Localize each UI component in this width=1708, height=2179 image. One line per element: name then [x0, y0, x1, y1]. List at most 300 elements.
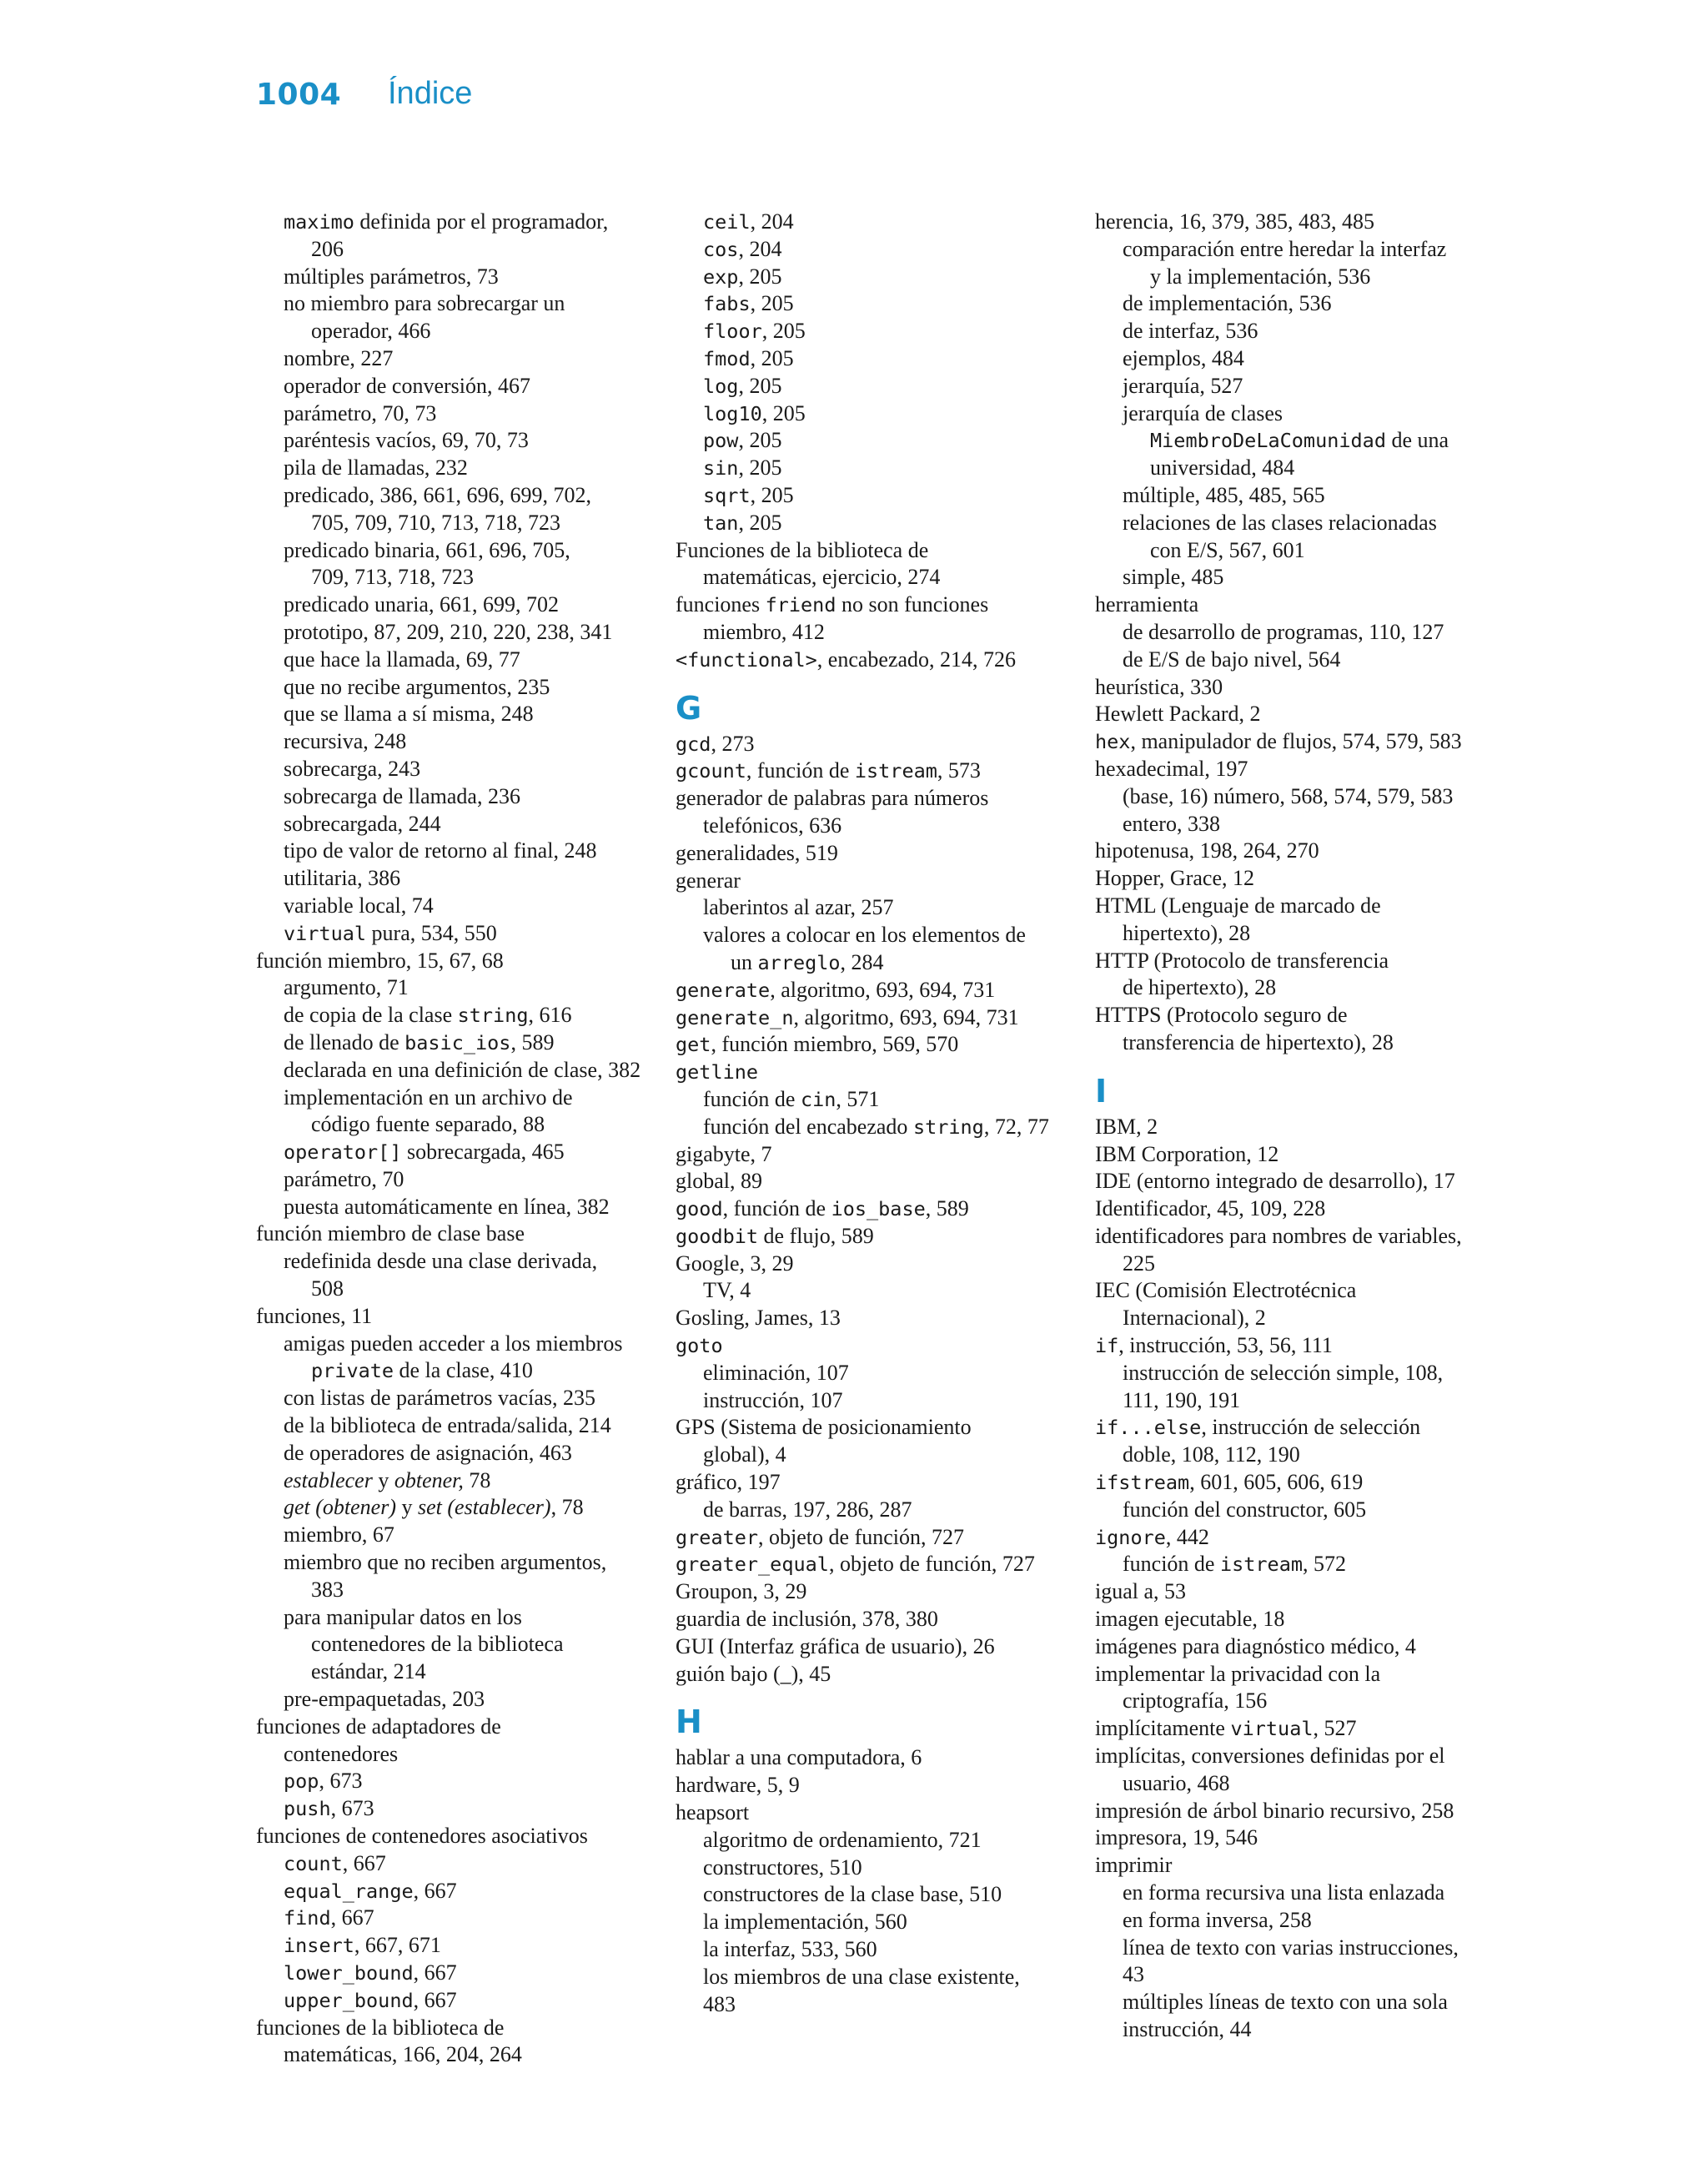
entry-text: , 284 [840, 949, 884, 974]
entry-text: de desarrollo de programas, 110, 127 [1123, 619, 1444, 644]
entry-text: argumento, 71 [284, 975, 409, 1000]
entry-text: , manipulador de flujos, 574, 579, 583 [1130, 729, 1462, 754]
index-entry [676, 1168, 1084, 1195]
entry-text: , 205 [761, 319, 806, 344]
entry-text: obtener, [394, 1467, 464, 1492]
index-subentry [256, 1276, 665, 1303]
entry-text: de copia de la clase [284, 1003, 458, 1028]
entry-text: y la implementación, 536 [1150, 264, 1371, 289]
entry-text: get (obtener) [284, 1495, 397, 1520]
entry-text: 508 [311, 1276, 344, 1301]
code-term: cos [703, 237, 739, 261]
code-term: hex [1095, 730, 1131, 754]
index-entry [676, 977, 1084, 1004]
code-term: if...else [1095, 1416, 1202, 1440]
entry-text: TV, 4 [703, 1278, 751, 1303]
entry-text: de la biblioteca de entrada/salida, 214 [284, 1413, 611, 1438]
index-entry [676, 1524, 1084, 1552]
section-letter: G [676, 689, 702, 727]
entry-text: múltiples parámetros, 73 [284, 264, 499, 289]
entry-text: jerarquía de clases [1123, 400, 1284, 425]
code-term: equal_range [284, 1879, 414, 1903]
entry-text: impresora, 19, 546 [1095, 1825, 1258, 1850]
index-subentry [256, 1029, 665, 1057]
index-entry [676, 1633, 1084, 1661]
entry-text: la interfaz, 533, 560 [703, 1937, 877, 1962]
index-subentry [1095, 482, 1512, 510]
entry-text: múltiple, 485, 485, 565 [1123, 482, 1325, 507]
entry-text: herramienta [1095, 592, 1199, 617]
index-subentry [256, 1440, 665, 1467]
entry-text: recursiva, 248 [284, 729, 407, 754]
index-subentry [256, 1577, 665, 1604]
index-subentry [676, 290, 1084, 318]
entry-text: hipotenusa, 198, 264, 270 [1095, 838, 1319, 863]
entry-text: , 527 [1313, 1716, 1357, 1741]
index-entry [1095, 1524, 1512, 1552]
index-subentry [256, 1248, 665, 1276]
entry-text: gráfico, 197 [676, 1470, 781, 1495]
entry-text: sobrecargada, 465 [401, 1140, 565, 1165]
code-term: goto [676, 1334, 723, 1358]
code-term: virtual [284, 921, 367, 945]
entry-text: set (establecer) [418, 1495, 551, 1520]
entry-text: múltiples líneas de texto con una sola [1123, 1990, 1448, 2015]
entry-text: funciones de la biblioteca de [256, 2015, 505, 2040]
code-term: tan [703, 511, 739, 535]
entry-text: amigas pueden acceder a los miembros [284, 1331, 623, 1356]
entry-text: contenedores [284, 1741, 399, 1766]
index-subentry [1095, 647, 1512, 674]
code-term: ifstream [1095, 1471, 1190, 1495]
index-entry [676, 1799, 1084, 1827]
entry-text: implícitas, conversiones definidas por el [1095, 1744, 1445, 1769]
code-term: generate [676, 978, 771, 1002]
index-subentry [676, 318, 1084, 345]
entry-text: funciones, 11 [256, 1303, 373, 1328]
entry-text: entero, 338 [1123, 811, 1220, 836]
index-subentry [1095, 564, 1512, 591]
entry-text: , 571 [836, 1086, 880, 1111]
entry-text: , instrucción, 53, 56, 111 [1118, 1333, 1333, 1358]
index-subentry [1095, 1770, 1512, 1798]
index-subentry [676, 236, 1084, 264]
index-subentry [676, 264, 1084, 291]
index-subentry [676, 1991, 1084, 2019]
index-subentry [676, 427, 1084, 455]
entry-text: definida por el programador, [354, 209, 609, 234]
index-subentry [256, 1002, 665, 1029]
index-subentry [676, 1114, 1084, 1141]
entry-text: los miembros de una clase existente, [703, 1964, 1020, 1989]
index-subentry [1095, 974, 1512, 1002]
entry-text: generar [676, 868, 741, 893]
entry-text: , 667 [413, 1878, 457, 1903]
entry-text: matemáticas, 166, 204, 264 [284, 2042, 522, 2067]
index-entry [1095, 701, 1512, 728]
index-entry [676, 1551, 1084, 1578]
entry-text: , función de [746, 758, 855, 783]
index-subentry [1095, 1251, 1512, 1278]
entry-text: global, 89 [676, 1169, 762, 1194]
entry-text: imagen ejecutable, 18 [1095, 1607, 1285, 1632]
entry-text: , 667 [413, 1987, 457, 2012]
index-entry [676, 1251, 1084, 1278]
index-subentry [256, 1905, 665, 1932]
code-term: cin [800, 1087, 836, 1111]
index-subentry [256, 537, 665, 565]
index-entry [676, 1578, 1084, 1606]
entry-text: predicado unaria, 661, 699, 702 [284, 592, 559, 617]
entry-text: 43 [1123, 1962, 1144, 1987]
code-term: friend [765, 593, 836, 617]
index-subentry [1095, 1360, 1512, 1387]
index-subentry [256, 1494, 665, 1522]
index-entry [676, 1195, 1084, 1223]
entry-text: guardia de inclusión, 378, 380 [676, 1607, 938, 1632]
entry-text: , 205 [750, 482, 794, 507]
index-subentry [256, 756, 665, 783]
entry-text: pura, 534, 550 [366, 920, 497, 945]
index-subentry [256, 1166, 665, 1194]
index-entry [676, 1305, 1084, 1332]
index-subentry [676, 455, 1084, 482]
entry-text: tipo de valor de retorno al final, 248 [284, 838, 597, 863]
entry-text: un [731, 949, 758, 974]
entry-text: criptografía, 156 [1123, 1688, 1268, 1714]
entry-text: predicado, 386, 661, 696, 699, 702, [284, 482, 592, 507]
entry-text: heurística, 330 [1095, 674, 1223, 699]
index-subentry [676, 813, 1084, 840]
code-term: operator[] [284, 1140, 402, 1165]
entry-text: , 205 [738, 264, 782, 289]
index-subentry [256, 1385, 665, 1412]
index-subentry [256, 1331, 665, 1358]
index-subentry [1095, 2016, 1512, 2044]
index-entry [1095, 1469, 1512, 1497]
entry-text: pre-empaquetadas, 203 [284, 1687, 485, 1712]
index-subentry [256, 373, 665, 400]
index-entry [256, 1714, 665, 1741]
index-subentry [256, 1878, 665, 1905]
entry-text: funciones de contenedores asociativos [256, 1824, 588, 1849]
entry-text: , 205 [750, 345, 794, 370]
code-term: sin [703, 456, 739, 481]
index-subentry [1095, 783, 1512, 811]
entry-text: igual a, 53 [1095, 1579, 1187, 1604]
index-subentry [256, 1795, 665, 1823]
index-subentry [256, 1850, 665, 1878]
code-term: private [311, 1359, 394, 1383]
entry-text: de hipertexto), 28 [1123, 975, 1277, 1000]
index-subentry [256, 1741, 665, 1769]
index-subentry [1095, 1907, 1512, 1935]
code-term: MiembroDeLaComunidad [1150, 429, 1386, 453]
code-term: log [703, 374, 739, 398]
index-subentry [256, 2041, 665, 2069]
index-entry [676, 1744, 1084, 1772]
index-entry [1095, 674, 1512, 702]
entry-text: instrucción, 44 [1123, 2017, 1252, 2041]
index-entry [1095, 1606, 1512, 1633]
entry-text: , 673 [319, 1769, 363, 1794]
index-subentry [1095, 427, 1512, 455]
entry-text: constructores, 510 [703, 1854, 862, 1880]
index-subentry [1095, 1989, 1512, 2016]
entry-text: predicado binaria, 661, 696, 705, [284, 537, 570, 562]
entry-text: de interfaz, 536 [1123, 319, 1258, 344]
entry-text: , 667 [330, 1905, 374, 1930]
entry-text: relaciones de las clases relacionadas [1123, 510, 1437, 535]
entry-text: herencia, 16, 379, 385, 483, 485 [1095, 209, 1375, 234]
entry-text: Google, 3, 29 [676, 1251, 794, 1276]
entry-text: , 442 [1165, 1524, 1209, 1549]
index-subentry [1095, 1387, 1512, 1415]
entry-text: Internacional), 2 [1123, 1306, 1266, 1331]
entry-text: , objeto de función, 727 [758, 1524, 964, 1549]
index-subentry [676, 894, 1084, 922]
index-entry [1095, 1223, 1512, 1251]
index-entry [1095, 1414, 1512, 1442]
code-term: pop [284, 1769, 319, 1794]
index-entry [1095, 865, 1512, 893]
entry-text: y [372, 1467, 394, 1492]
index-entry [1095, 1277, 1512, 1305]
entry-text: GUI (Interfaz gráfica de usuario), 26 [676, 1633, 995, 1658]
index-subentry [256, 1467, 665, 1495]
entry-text: hardware, 5, 9 [676, 1773, 800, 1798]
index-subentry [256, 893, 665, 920]
index-subentry [256, 236, 665, 264]
index-entry [256, 1303, 665, 1331]
index-subentry [676, 619, 1084, 647]
index-subentry [256, 1658, 665, 1686]
entry-text: no miembro para sobrecargar un [284, 291, 565, 316]
index-column-2 [676, 209, 1084, 2018]
section-letter: H [676, 1703, 702, 1741]
entry-text: , 667, 671 [354, 1933, 441, 1958]
code-term: find [284, 1906, 331, 1930]
index-entry [1095, 1578, 1512, 1606]
index-subentry [256, 564, 665, 591]
index-entry [1095, 756, 1512, 783]
entry-text: algoritmo de ordenamiento, 721 [703, 1827, 982, 1852]
index-entry [1095, 209, 1512, 236]
entry-text: función de [1123, 1552, 1220, 1577]
entry-text: valores a colocar en los elementos de [703, 923, 1026, 948]
entry-text: , 205 [761, 400, 806, 425]
index-subentry [256, 482, 665, 510]
code-term: push [284, 1797, 331, 1821]
entry-text: global), 4 [703, 1442, 786, 1467]
code-term: insert [284, 1934, 354, 1958]
entry-text: hablar a una computadora, 6 [676, 1745, 922, 1770]
index-subentry [256, 674, 665, 702]
entry-text: , algoritmo, 693, 694, 731 [793, 1004, 1019, 1029]
index-entry [676, 785, 1084, 813]
entry-text: función de [703, 1086, 801, 1111]
entry-text: instrucción de selección simple, 108, [1123, 1360, 1444, 1385]
entry-text: GPS (Sistema de posicionamiento [676, 1415, 972, 1440]
code-term: <functional> [676, 647, 817, 672]
index-subentry [1095, 1029, 1512, 1057]
index-subentry [256, 400, 665, 428]
code-term: generate_n [676, 1005, 794, 1029]
entry-text: funciones [676, 592, 766, 617]
entry-text: de llenado de [284, 1029, 405, 1054]
page-title: Índice [388, 76, 473, 111]
index-subentry [256, 1111, 665, 1139]
entry-text: operador de conversión, 467 [284, 373, 531, 398]
entry-text: , 204 [750, 209, 794, 234]
index-subentry [1095, 318, 1512, 345]
entry-text: de E/S de bajo nivel, 564 [1123, 647, 1341, 672]
code-term: basic_ios [404, 1030, 511, 1054]
index-entry [676, 537, 1084, 565]
entry-text: , función miembro, 569, 570 [711, 1032, 959, 1057]
entry-text: 709, 713, 718, 723 [311, 565, 474, 590]
code-term: fmod [703, 346, 751, 370]
index-subentry [676, 1881, 1084, 1909]
index-subentry [256, 1194, 665, 1221]
entry-text: Funciones de la biblioteca de [676, 537, 929, 562]
entry-text: matemáticas, ejercicio, 274 [703, 565, 941, 590]
entry-text: miembro, 67 [284, 1522, 394, 1547]
index-entry [1095, 1114, 1512, 1141]
code-term: ios_base [831, 1197, 926, 1221]
entry-text: generalidades, 519 [676, 840, 838, 865]
index-entry [1095, 1168, 1512, 1195]
index-subentry [256, 865, 665, 893]
code-term: greater_equal [676, 1552, 829, 1577]
index-subentry [256, 838, 665, 865]
index-subentry [256, 455, 665, 482]
index-subentry [256, 701, 665, 728]
entry-text: funciones de adaptadores de [256, 1714, 501, 1739]
entry-text: redefinida desde una clase derivada, [284, 1249, 598, 1274]
entry-text: , 572 [1303, 1552, 1347, 1577]
entry-text: 383 [311, 1577, 344, 1602]
index-subentry [676, 1442, 1084, 1469]
index-entry [676, 840, 1084, 868]
index-subentry [1095, 619, 1512, 647]
index-entry [676, 757, 1084, 785]
index-subentry [256, 811, 665, 838]
entry-text: prototipo, 87, 209, 210, 220, 238, 341 [284, 619, 613, 644]
index-subentry [676, 1854, 1084, 1882]
index-subentry [676, 1964, 1084, 1991]
entry-text: implementar la privacidad con la [1095, 1661, 1381, 1686]
entry-text: jerarquía, 527 [1123, 373, 1243, 398]
code-term: gcount [676, 759, 746, 783]
index-subentry [256, 1604, 665, 1632]
entry-text: imágenes para diagnóstico médico, 4 [1095, 1633, 1416, 1658]
entry-text: , 205 [750, 291, 794, 316]
index-entry [676, 1059, 1084, 1086]
entry-text: 705, 709, 710, 713, 718, 723 [311, 510, 560, 535]
entry-text: , 589 [510, 1029, 555, 1054]
entry-text: miembro que no reciben argumentos, [284, 1550, 607, 1575]
entry-text: Hopper, Grace, 12 [1095, 866, 1254, 891]
index-column-3 [1095, 209, 1512, 2044]
entry-text: función del encabezado [703, 1114, 913, 1139]
entry-text: 206 [311, 236, 344, 261]
index-subentry [1095, 1497, 1512, 1524]
entry-text: contenedores de la biblioteca [311, 1632, 564, 1657]
entry-text: operador, 466 [311, 319, 431, 344]
entry-text: Hewlett Packard, 2 [1095, 702, 1261, 727]
index-subentry [1095, 290, 1512, 318]
entry-text: , 205 [738, 373, 782, 398]
entry-text: implícitamente [1095, 1716, 1231, 1741]
entry-text: código fuente separado, 88 [311, 1112, 545, 1137]
entry-text: comparación entre heredar la interfaz [1123, 236, 1447, 261]
code-term: virtual [1230, 1717, 1314, 1741]
index-subentry [676, 1909, 1084, 1936]
index-subentry [256, 318, 665, 345]
index-entry [1095, 1715, 1512, 1743]
entry-text: , 205 [738, 428, 782, 453]
entry-text: función miembro de clase base [256, 1221, 525, 1246]
entry-text: , 589 [925, 1196, 969, 1221]
index-entry [1095, 1141, 1512, 1169]
entry-text: IBM, 2 [1095, 1114, 1158, 1139]
index-subentry [256, 209, 665, 236]
index-subentry [676, 1277, 1084, 1305]
index-entry [1095, 1661, 1512, 1688]
entry-text: guión bajo (_), 45 [676, 1661, 831, 1686]
entry-text: , 72, 77 [983, 1114, 1049, 1139]
entry-text: estándar, 214 [311, 1659, 426, 1684]
index-subentry [256, 345, 665, 373]
index-subentry [256, 728, 665, 756]
code-term: get [676, 1033, 711, 1057]
index-entry [676, 591, 1084, 619]
entry-text: telefónicos, 636 [703, 813, 842, 838]
index-subentry [676, 1360, 1084, 1387]
entry-text: y [396, 1495, 419, 1520]
index-entry [676, 1332, 1084, 1360]
index-subentry [256, 783, 665, 811]
entry-text: establecer [284, 1467, 373, 1492]
code-term: ignore [1095, 1525, 1166, 1549]
index-subentry [256, 1768, 665, 1795]
index-subentry [676, 482, 1084, 510]
index-entry [1095, 1852, 1512, 1880]
index-subentry [256, 591, 665, 619]
index-subentry [1095, 373, 1512, 400]
index-subentry [256, 920, 665, 948]
index-subentry [676, 1827, 1084, 1854]
code-term: if [1095, 1334, 1119, 1358]
index-column-1 [256, 209, 665, 2069]
index-subentry [256, 619, 665, 647]
entry-text: HTTPS (Protocolo seguro de [1095, 1003, 1348, 1028]
index-subentry [676, 1497, 1084, 1524]
index-subentry [676, 1086, 1084, 1114]
entry-text: que no recibe argumentos, 235 [284, 674, 550, 699]
index-entry [1095, 1195, 1512, 1223]
index-entry [256, 948, 665, 975]
entry-text: función del constructor, 605 [1123, 1497, 1367, 1522]
entry-text: generador de palabras para números [676, 786, 989, 811]
entry-text: la implementación, 560 [703, 1910, 907, 1935]
entry-text: 225 [1123, 1251, 1155, 1276]
entry-text: , 205 [738, 455, 782, 481]
index-subentry [256, 974, 665, 1002]
code-term: arreglo [757, 950, 841, 974]
index-subentry [1095, 510, 1512, 537]
